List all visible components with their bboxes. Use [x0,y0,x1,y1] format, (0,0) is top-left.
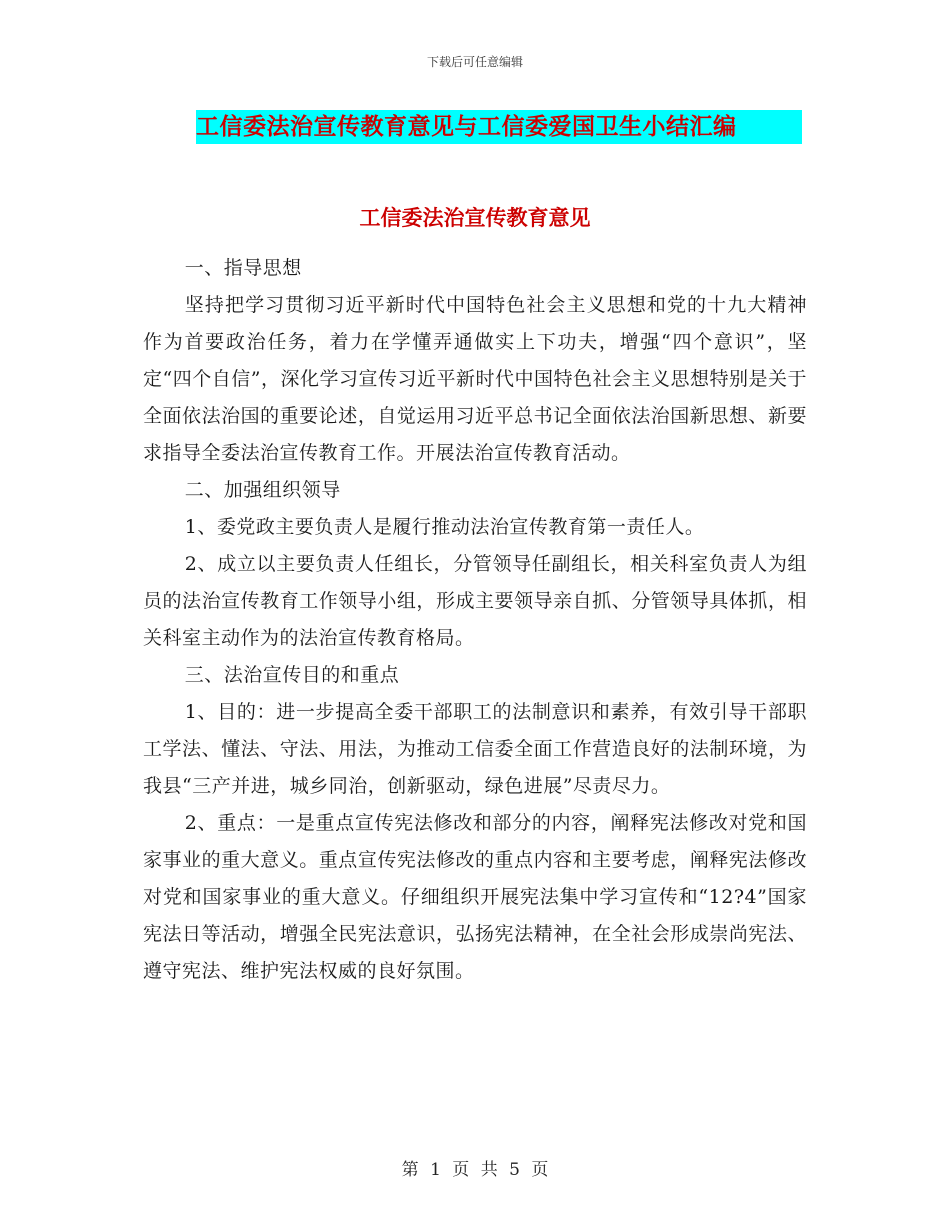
paragraph-organization-2: 2、成立以主要负责人任组长，分管领导任副组长，相关科室负责人为组员的法治宣传教育工作领导小组，形成主要领导亲自抓、分管领导具体抓，相关科室主动作为的法治宣传教育格局。 [143,553,807,649]
header-note: 下载后可任意编辑 [426,55,523,69]
document-title-highlight [196,110,802,144]
paragraph-organization-1: 1、委党政主要负责人是履行推动法治宣传教育第一责任人。 [184,516,705,538]
page-number: 第 1 页 共 5 页 [401,1160,549,1180]
section-title: 工信委法治宣传教育意见 [359,206,591,230]
paragraph-focus: 2、重点：一是重点宣传宪法修改和部分的内容，阐释宪法修改对党和国家事业的重大意义。重点宣传宪法修改的重点内容和主要考虑，阐释宪法修改对党和国家事业的重大意义。仔细组织开展宪法集中学习宣传和“12?4”国家宪法日等活动，增强全民宪法意识，弘扬宪法精神，在全社会形成崇尚宪法、遵守宪法、维护宪法权威的良好氛围。 [143,812,807,982]
document-body [143,250,807,990]
document-title: 工信委法治宣传教育意见与工信委爱国卫生小结汇编 [196,114,737,140]
paragraph-purpose: 1、目的：进一步提高全委干部职工的法制意识和素养，有效引导干部职工学法、懂法、守法、用法，为推动工信委全面工作营造良好的法制环境，为我县“三产并进，城乡同治，创新驱动，绿色进展”尽责尽力。 [143,701,807,797]
paragraph-guiding-ideology: 坚持把学习贯彻习近平新时代中国特色社会主义思想和党的十九大精神作为首要政治任务，着力在学懂弄通做实上下功夫，增强“四个意识”，坚定“四个自信”，深化学习宣传习近平新时代中国特色社会主义思想特别是关于全面依法治国的重要论述，自觉运用习近平总书记全面依法治国新思想、新要求指导全委法治宣传教育工作。开展法治宣传教育活动。 [143,294,807,464]
heading-guiding-ideology: 一、指导思想 [184,257,302,279]
heading-organization: 二、加强组织领导 [184,479,341,501]
heading-purpose-focus: 三、法治宣传目的和重点 [184,664,400,686]
